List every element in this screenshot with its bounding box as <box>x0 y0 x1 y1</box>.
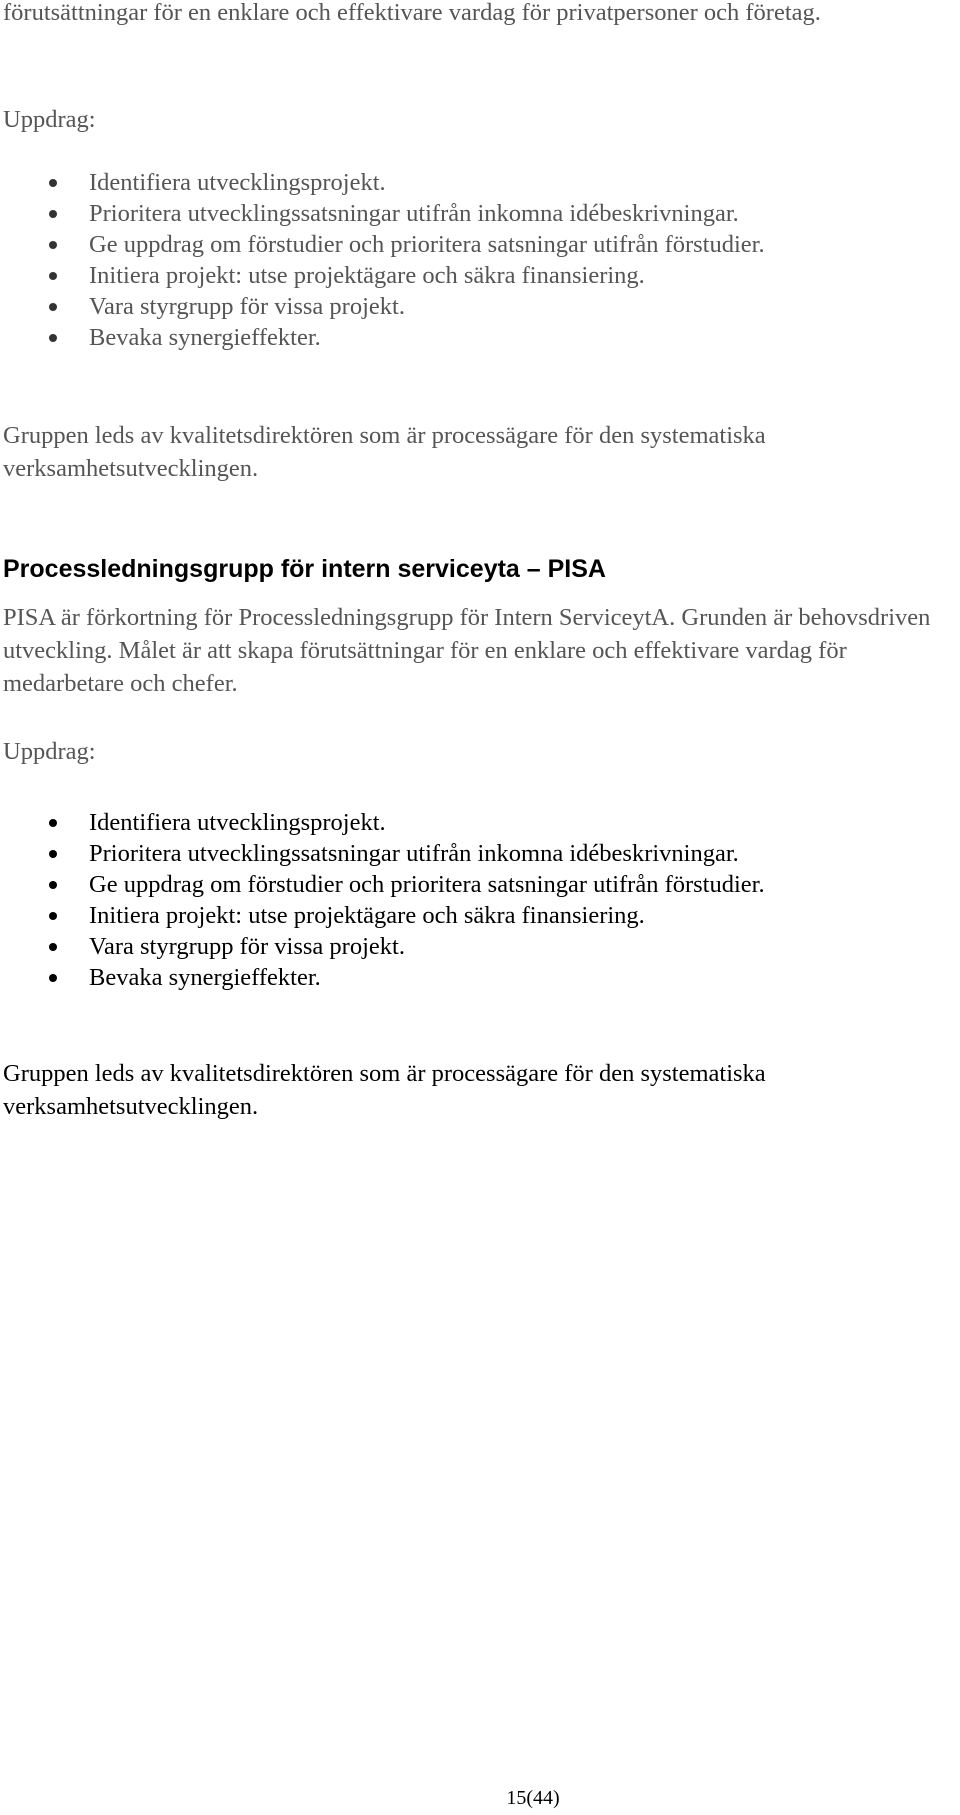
pisa-closing-block <box>3 1057 933 1123</box>
top-bullet-list-block <box>3 167 933 353</box>
list-item <box>3 167 933 198</box>
top-closing-block <box>3 419 933 485</box>
list-item-text: Bevaka synergieffekter. <box>89 324 321 351</box>
list-item <box>3 900 933 931</box>
pisa-uppdrag-label-block <box>3 735 933 768</box>
list-item-text: Initiera projekt: utse projektägare och säkra finansiering. <box>89 262 645 289</box>
bullet-icon <box>49 210 57 218</box>
list-item <box>3 260 933 291</box>
pisa-intro-paragraph: PISA är förkortning för Processledningsgrupp för Intern ServiceytA. Grunden är behovsdriven utveckling. Målet är att skapa förutsättningar för en enklare och effektivare vardag för medarbetare och chefer. <box>3 604 931 697</box>
list-item <box>3 291 933 322</box>
list-item <box>3 229 933 260</box>
list-item-text: Vara styrgrupp för vissa projekt. <box>89 293 405 320</box>
list-item-text: Bevaka synergieffekter. <box>89 964 321 991</box>
bullet-icon <box>49 881 57 889</box>
pisa-closing-paragraph: Gruppen leds av kvalitetsdirektören som är processägare för den systematiska verksamhetsutvecklingen. <box>3 1060 766 1120</box>
top-uppdrag-label-block <box>3 103 933 136</box>
list-item <box>3 869 933 900</box>
list-item <box>3 838 933 869</box>
bullet-icon <box>49 943 57 951</box>
bullet-icon <box>49 974 57 982</box>
top-bullet-list <box>3 167 933 353</box>
bullet-icon <box>49 850 57 858</box>
pisa-bullet-list <box>3 807 933 993</box>
bullet-icon <box>49 912 57 920</box>
pisa-uppdrag-label: Uppdrag: <box>3 738 96 765</box>
top-uppdrag-label: Uppdrag: <box>3 106 96 133</box>
section-heading: Processledningsgrupp för intern serviceyta – PISA <box>3 555 606 583</box>
list-item-text: Ge uppdrag om förstudier och prioritera satsningar utifrån förstudier. <box>89 871 765 898</box>
list-item-text: Ge uppdrag om förstudier och prioritera satsningar utifrån förstudier. <box>89 231 765 258</box>
list-item <box>3 962 933 993</box>
top-closing-paragraph: Gruppen leds av kvalitetsdirektören som är processägare för den systematiska verksamhetsutvecklingen. <box>3 422 766 482</box>
list-item-text: Identifiera utvecklingsprojekt. <box>89 169 386 196</box>
list-item-text: Initiera projekt: utse projektägare och säkra finansiering. <box>89 902 645 929</box>
bullet-icon <box>49 179 57 187</box>
bullet-icon <box>49 241 57 249</box>
list-item <box>3 198 933 229</box>
page-number: 15(44) <box>506 1787 560 1809</box>
bullet-icon <box>49 303 57 311</box>
list-item-text: Vara styrgrupp för vissa projekt. <box>89 933 405 960</box>
list-item-text: Prioritera utvecklingssatsningar utifrån inkomna idébeskrivningar. <box>89 840 739 867</box>
pisa-bullet-list-block <box>3 807 933 993</box>
list-item <box>3 931 933 962</box>
bullet-icon <box>49 334 57 342</box>
top-intro-block <box>3 0 933 29</box>
bullet-icon <box>49 819 57 827</box>
list-item <box>3 807 933 838</box>
pisa-heading-block <box>3 553 933 586</box>
list-item-text: Identifiera utvecklingsprojekt. <box>89 809 386 836</box>
list-item-text: Prioritera utvecklingssatsningar utifrån inkomna idébeskrivningar. <box>89 200 739 227</box>
top-intro-paragraph: förutsättningar för en enklare och effektivare vardag för privatpersoner och företag. <box>3 0 821 26</box>
pisa-intro-block <box>3 601 933 700</box>
page-footer <box>0 1786 960 1810</box>
list-item <box>3 322 933 353</box>
bullet-icon <box>49 272 57 280</box>
